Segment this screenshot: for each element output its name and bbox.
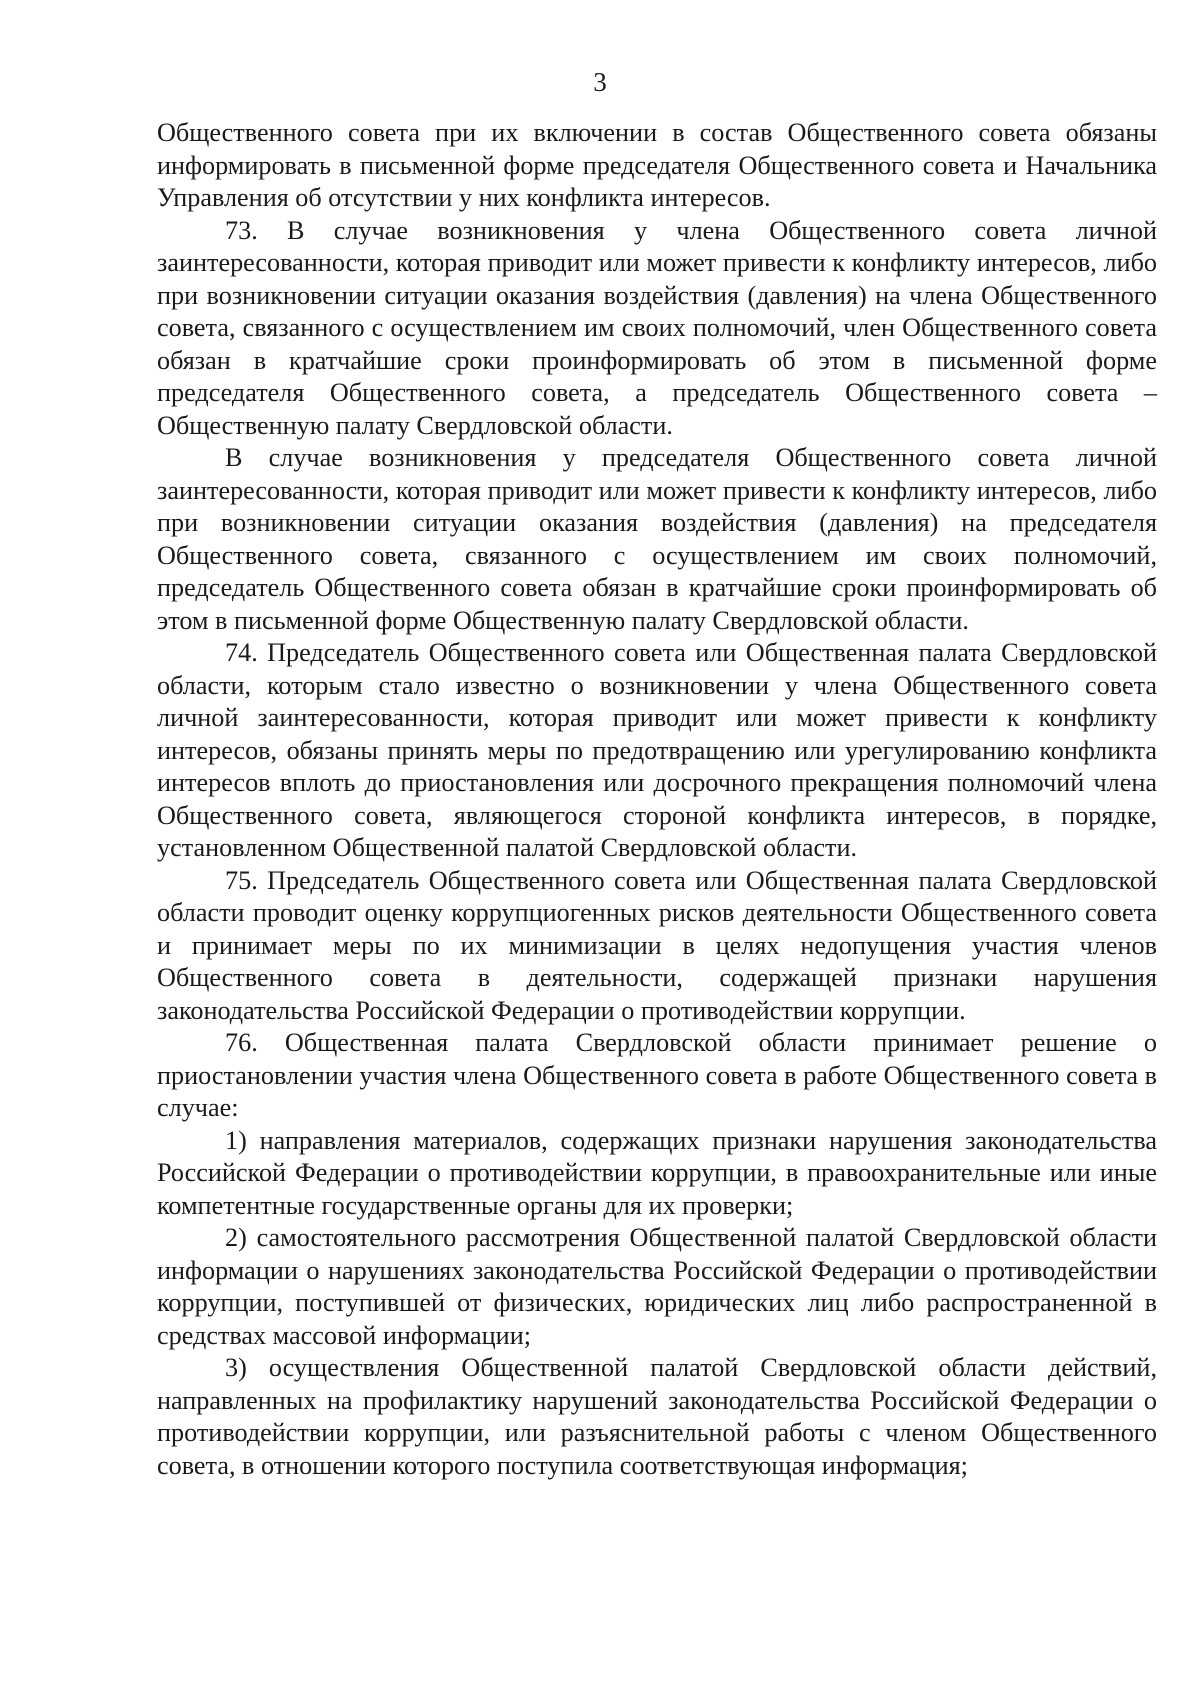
paragraph-continuation: Общественного совета при их включении в состав Общественного совета обязаны информировать в письменной форме председателя Общественного совета и Начальника Управления об отсутствии у них конфликта интересов. <box>157 118 1157 212</box>
paragraph-76: 76. Общественная палата Свердловской области принимает решение о приостановлении участия члена Общественного совета в работе Общественного совета в случае: <box>157 1028 1157 1122</box>
paragraph-75: 75. Председатель Общественного совета или Общественная палата Свердловской области проводит оценку коррупциогенных рисков деятельности Общественного совета и принимает меры по их минимизации в целях недопущения участия членов Общественного совета в деятельности, содержащей признаки нарушения законодательства Российской Федерации о противодействии коррупции. <box>157 865 1157 1025</box>
paragraph-73: 73. В случае возникновения у члена Общественного совета личной заинтересованности, которая приводит или может привести к конфликту интересов, либо при возникновении ситуации оказания воздействия (давления) на члена Общественного совета, связанного с осуществлением им своих полномочий, член Общественного совета обязан в кратчайшие сроки проинформировать об этом в письменной форме председателя Общественного совета, а председатель Общественного совета – Общественную палату Свердловской области. <box>157 215 1157 440</box>
page-number: 3 <box>593 67 607 97</box>
list-item-3: 3) осуществления Общественной палатой Свердловской области действий, направленных на профилактику нарушений законодательства Российской Федерации о противодействии коррупции, или разъяснительной работы с членом Общественного совета, в отношении которого поступила соответствующая информация; <box>157 1353 1157 1480</box>
document-body <box>157 117 1157 1482</box>
paragraph-74: 74. Председатель Общественного совета или Общественная палата Свердловской области, которым стало известно о возникновении у члена Общественного совета личной заинтересованности, которая приводит или может привести к конфликту интересов, обязаны принять меры по предотвращению или урегулированию конфликта интересов вплоть до приостановления или досрочного прекращения полномочий члена Общественного совета, являющегося стороной конфликта интересов, в порядке, установленном Общественной палатой Свердловской области. <box>157 638 1157 862</box>
list-item-1: 1) направления материалов, содержащих признаки нарушения законодательства Российской Федерации о противодействии коррупции, в правоохранительные или иные компетентные государственные органы для их проверки; <box>157 1125 1157 1220</box>
list-item-2: 2) самостоятельного рассмотрения Общественной палатой Свердловской области информации о нарушениях законодательства Российской Федерации о противодействии коррупции, поступившей от физических, юридических лиц либо распространенной в средствах массовой информации; <box>157 1223 1157 1350</box>
paragraph-73-chairman: В случае возникновения у председателя Общественного совета личной заинтересованности, которая приводит или может привести к конфликту интересов, либо при возникновении ситуации оказания воздействия (давления) на председателя Общественного совета, связанного с осуществлением им своих полномочий, председатель Общественного совета обязан в кратчайшие сроки проинформировать об этом в письменной форме Общественную палату Свердловской области. <box>157 443 1157 635</box>
